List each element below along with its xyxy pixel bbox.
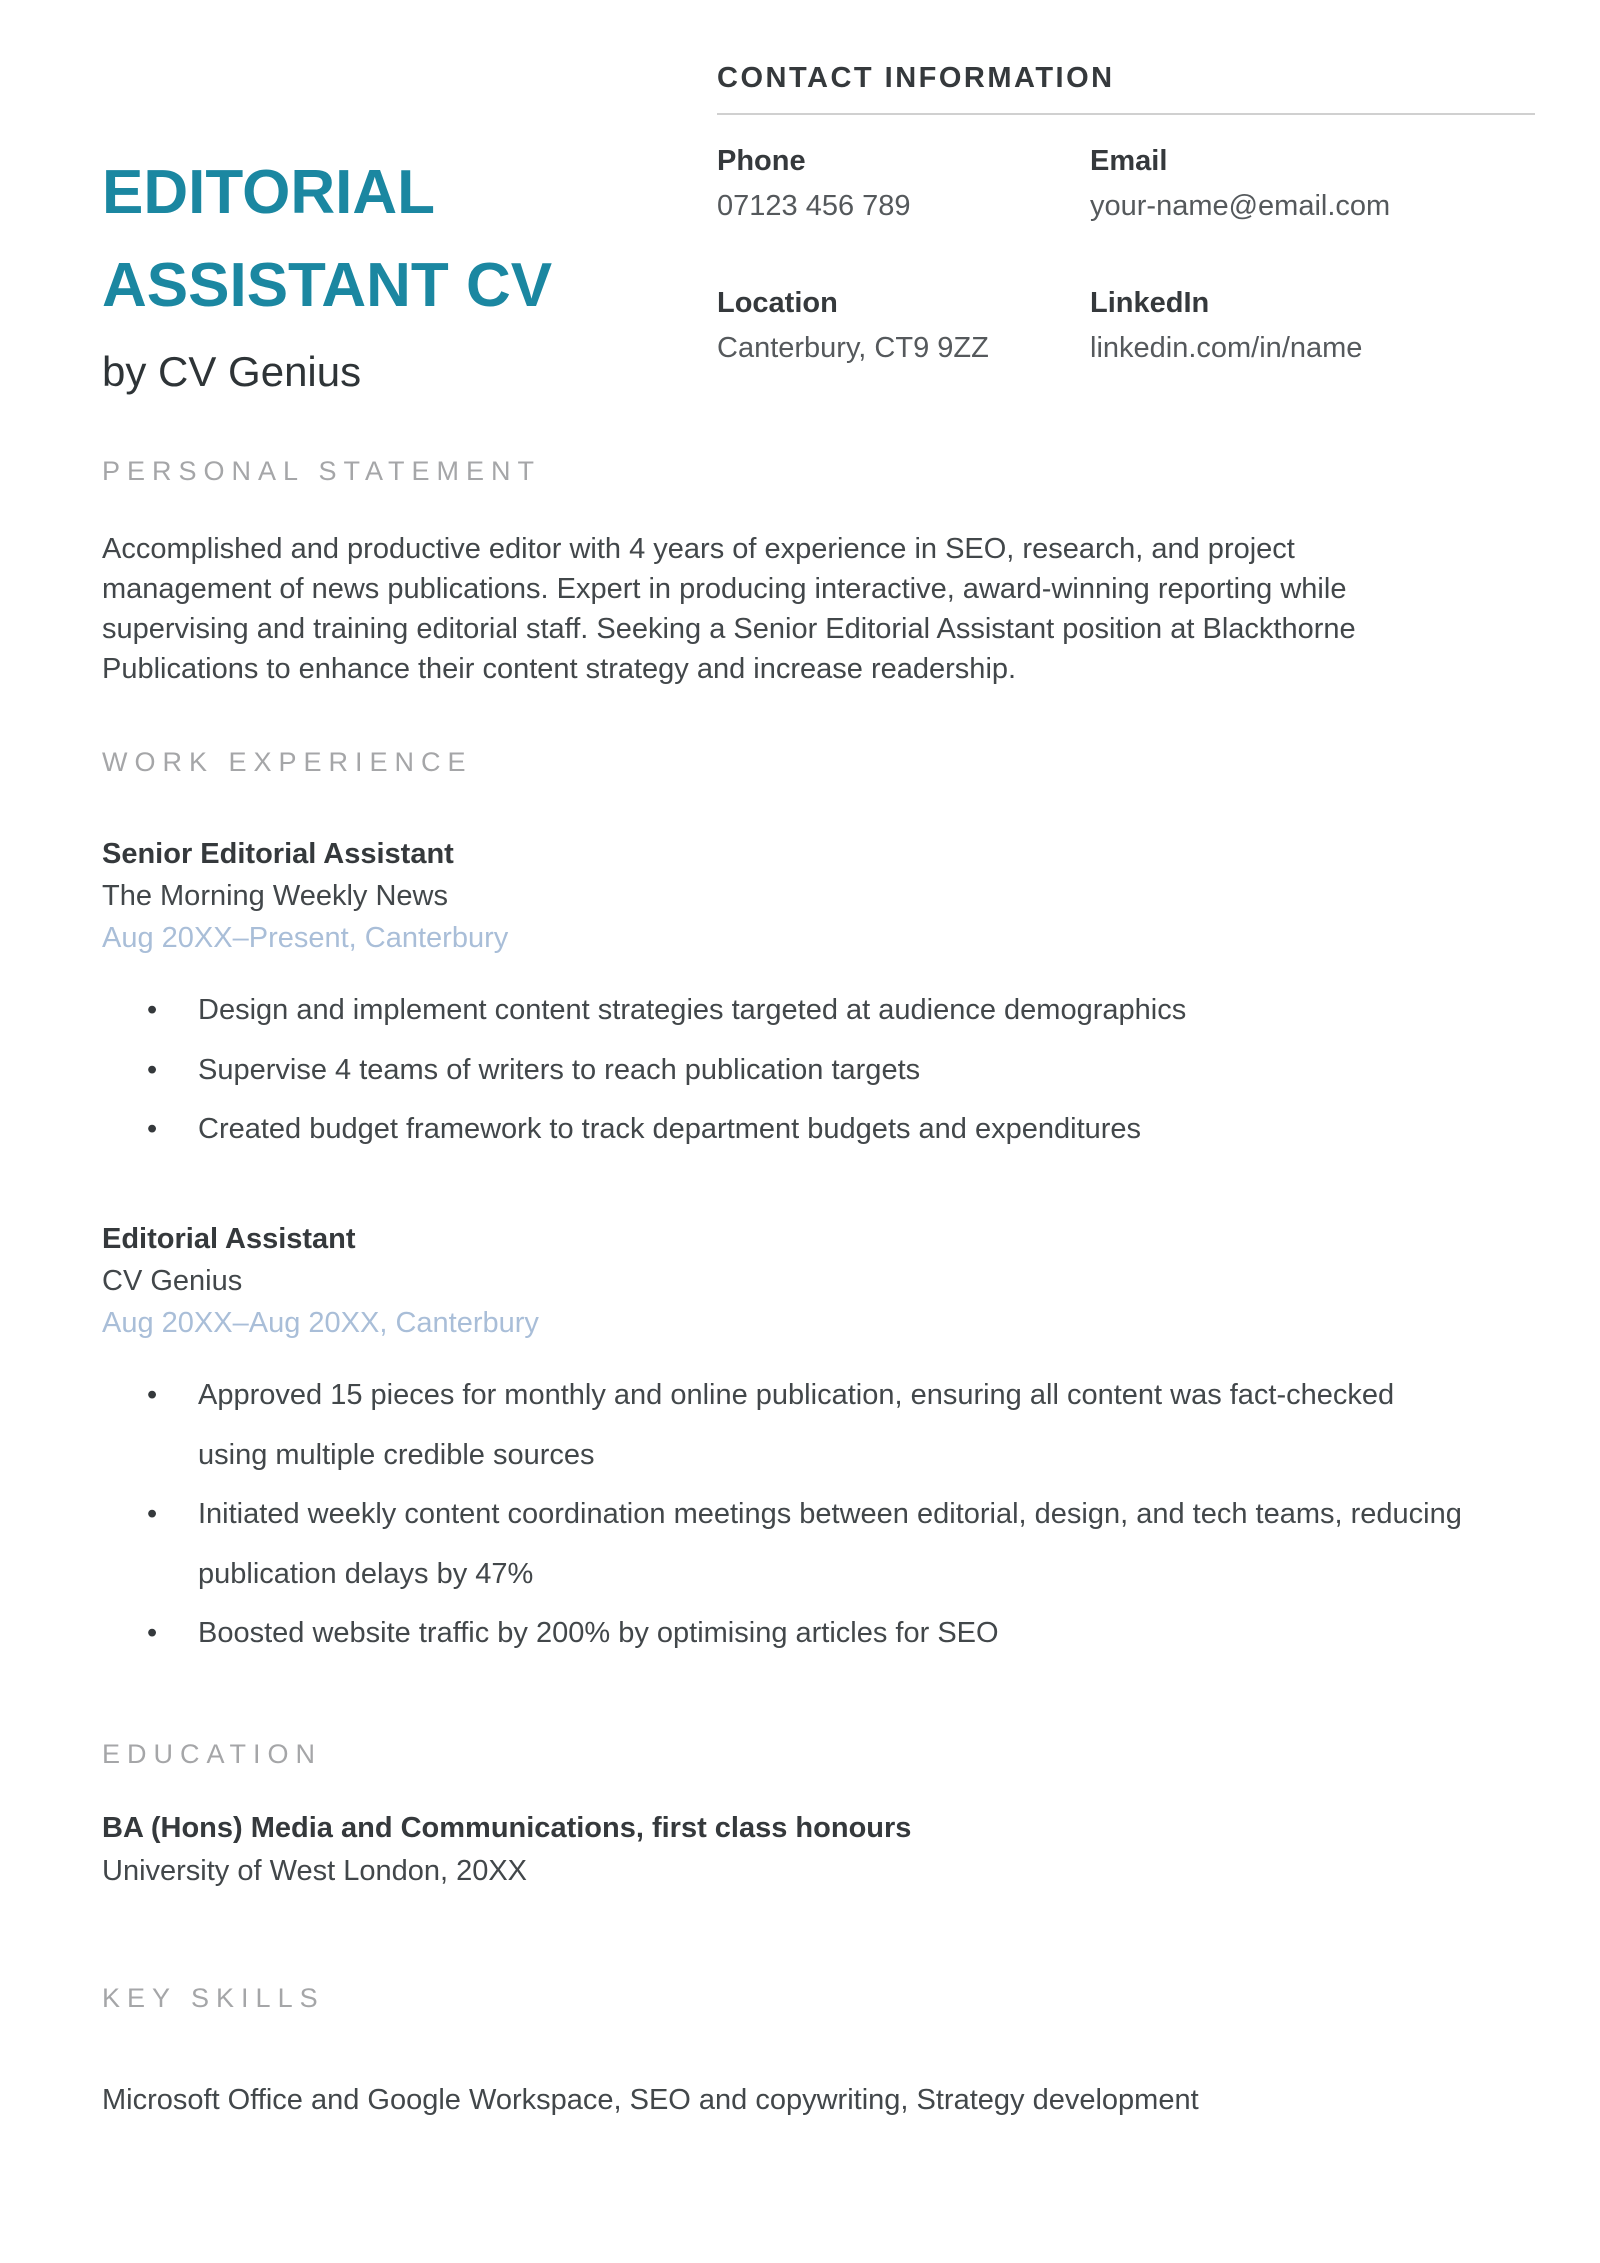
contact-field-value: Canterbury, CT9 9ZZ bbox=[717, 332, 989, 364]
contact-grid bbox=[717, 145, 1535, 365]
byline: by CV Genius bbox=[102, 348, 362, 395]
education-degree: BA (Hons) Media and Communications, first class honours bbox=[102, 1811, 912, 1844]
job-bullet: • Boosted website traffic by 200% by optimising articles for SEO bbox=[198, 1604, 1468, 1663]
contact-field-value: 07123 456 789 bbox=[717, 190, 911, 222]
contact-field-email bbox=[1090, 145, 1535, 223]
work-experience-header: WORK EXPERIENCE bbox=[102, 747, 473, 778]
contact-field-label: Email bbox=[1090, 145, 1168, 177]
key-skills-header: KEY SKILLS bbox=[102, 1982, 325, 2013]
job-company: The Morning Weekly News bbox=[102, 880, 448, 913]
title-block bbox=[102, 62, 717, 396]
contact-field-linkedin bbox=[1090, 287, 1535, 365]
cv-header bbox=[102, 62, 1535, 396]
contact-divider bbox=[717, 113, 1535, 115]
page-title-line1: EDITORIAL bbox=[102, 158, 435, 227]
contact-section bbox=[717, 62, 1535, 396]
contact-field-location bbox=[717, 287, 1090, 365]
job-dates: Aug 20XX–Aug 20XX, Canterbury bbox=[102, 1307, 539, 1340]
job-company: CV Genius bbox=[102, 1265, 243, 1298]
personal-statement-section bbox=[102, 456, 1535, 689]
page-title-line2: ASSISTANT CV bbox=[102, 251, 553, 320]
contact-field-label: LinkedIn bbox=[1090, 287, 1210, 319]
contact-section-header: CONTACT INFORMATION bbox=[717, 62, 1115, 94]
work-experience-section bbox=[102, 747, 1535, 1664]
contact-field-phone bbox=[717, 145, 1090, 223]
job-dates: Aug 20XX–Present, Canterbury bbox=[102, 922, 509, 955]
education-school: University of West London, 20XX bbox=[102, 1854, 528, 1887]
job-bullet: • Design and implement content strategies targeted at audience demographics bbox=[198, 981, 1468, 1040]
job-bullet: • Initiated weekly content coordination meetings between editorial, design, and tech teams, reducing publication delays by 47% bbox=[198, 1485, 1468, 1604]
job-entry-senior-editorial-assistant bbox=[102, 838, 1535, 1159]
contact-field-label: Location bbox=[717, 287, 838, 319]
job-bullet: • Supervise 4 teams of writers to reach publication targets bbox=[198, 1041, 1468, 1100]
contact-field-value: linkedin.com/in/name bbox=[1090, 332, 1363, 364]
job-bullet-list bbox=[198, 981, 1468, 1159]
job-bullet: • Created budget framework to track department budgets and expenditures bbox=[198, 1100, 1468, 1159]
education-section bbox=[102, 1739, 1535, 1888]
job-title: Editorial Assistant bbox=[102, 1223, 356, 1256]
job-entry-editorial-assistant bbox=[102, 1223, 1535, 1663]
key-skills-text: Microsoft Office and Google Workspace, SEO and copywriting, Strategy development bbox=[102, 2083, 1199, 2116]
job-bullet-list bbox=[198, 1366, 1468, 1663]
job-title: Senior Editorial Assistant bbox=[102, 838, 454, 871]
personal-statement-header: PERSONAL STATEMENT bbox=[102, 456, 542, 486]
contact-field-value: your-name@email.com bbox=[1090, 190, 1391, 222]
personal-statement-text: Accomplished and productive editor with 4 years of experience in SEO, research, and project management of news publications. Expert in producing interactive, award-winning reporting while supervising and training editorial staff. Seeking a Senior Editorial Assistant position at Blackthorne Publications to enhance their content strategy and increase readership. bbox=[102, 533, 1356, 686]
page-title bbox=[102, 146, 717, 332]
education-header: EDUCATION bbox=[102, 1738, 323, 1769]
contact-field-label: Phone bbox=[717, 145, 806, 177]
key-skills-section bbox=[102, 1983, 1535, 2117]
job-bullet: • Approved 15 pieces for monthly and online publication, ensuring all content was fact-checked using multiple credible sources bbox=[198, 1366, 1468, 1485]
